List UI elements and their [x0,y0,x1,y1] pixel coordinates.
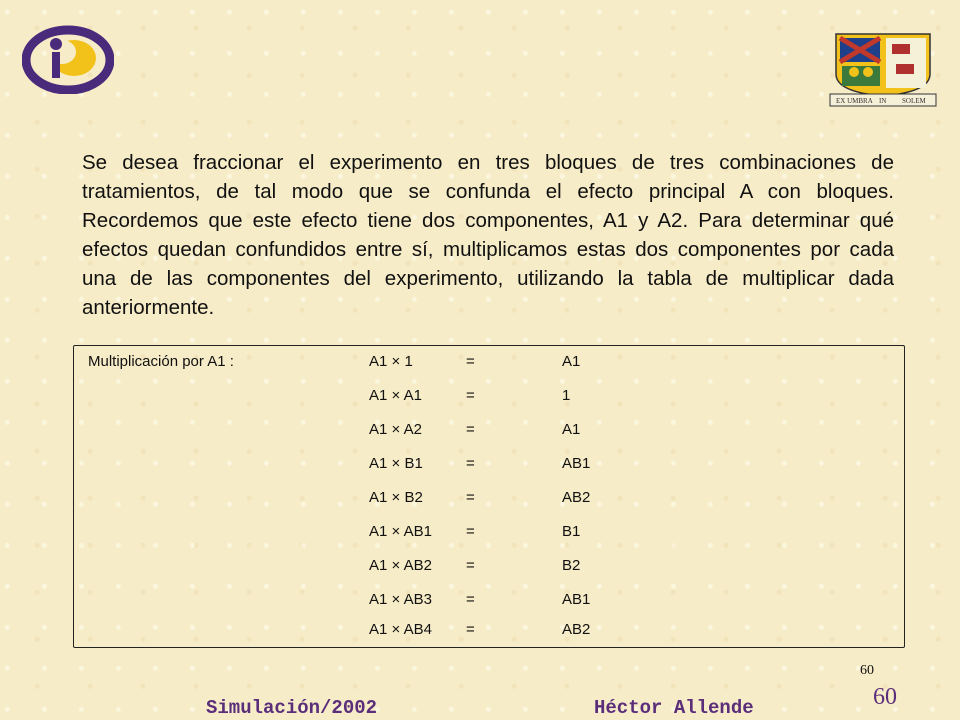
multiplication-table [73,345,905,648]
row-equals: = [466,455,475,472]
row-equals: = [466,591,475,608]
row-equals: = [466,387,475,404]
row-equals: = [466,557,475,574]
crest-motto-left: EX UMBRA [836,97,873,105]
body-paragraph: Se desea fraccionar el experimento en tres bloques de tres combinaciones de tratamientos, de tal modo que se confunda el efecto principal A con bloques. Recordemos que este efecto tiene dos componentes, A1 y A2. Para determinar qué efectos quedan confundidos entre sí, multiplicamos estas dos componentes por cada una de las componentes del experimento, utilizando la tabla de multiplicar dada anteriormente. [82,151,894,319]
row-expression: A1 × B1 [369,455,423,472]
row-equals: = [466,523,475,540]
row-result: AB2 [562,489,591,506]
row-result: AB1 [562,591,591,608]
row-equals: = [466,489,475,506]
page-number: 60 [873,684,897,710]
row-expression: A1 × AB1 [369,523,432,540]
table-title: Multiplicación por A1 : [88,353,234,370]
row-equals: = [466,421,475,438]
row-expression: A1 × B2 [369,489,423,506]
university-crest-icon [828,30,938,110]
footer-author: Héctor Allende [594,697,754,719]
crest-motto-mid: IN [879,97,887,105]
row-expression: A1 × AB3 [369,591,432,608]
row-result: A1 [562,421,581,438]
row-expression: A1 × 1 [369,353,413,370]
row-result: B2 [562,557,581,574]
row-expression: A1 × A1 [369,387,422,404]
row-expression: A1 × AB4 [369,621,432,638]
row-result: AB1 [562,455,591,472]
footer-course: Simulación/2002 [206,697,378,719]
row-equals: = [466,621,475,638]
row-expression: A1 × AB2 [369,557,432,574]
row-equals: = [466,353,475,370]
row-result: A1 [562,353,581,370]
row-result: 1 [562,387,571,404]
row-expression: A1 × A2 [369,421,422,438]
crest-motto-right: SOLEM [902,97,926,105]
institution-logo-icon [22,22,114,94]
row-result: AB2 [562,621,591,638]
row-result: B1 [562,523,581,540]
page-number-small: 60 [860,663,874,678]
